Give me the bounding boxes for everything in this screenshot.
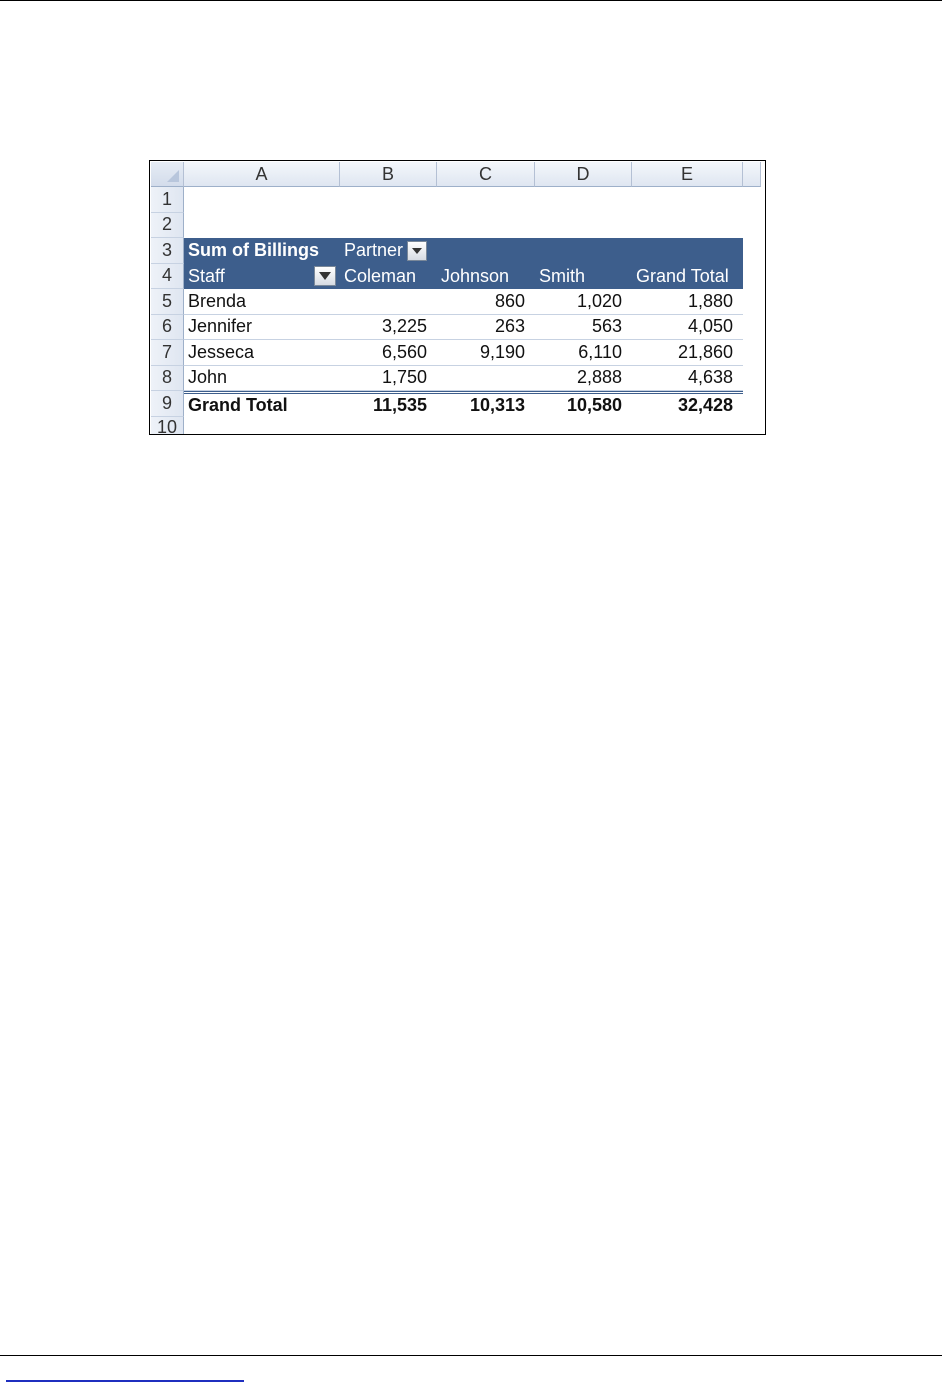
spreadsheet-grid: [151, 162, 761, 435]
column-header-c[interactable]: C: [437, 162, 535, 187]
empty-cell[interactable]: [743, 264, 761, 290]
grand-total-value[interactable]: 10,580: [535, 391, 632, 417]
pivot-data-field-label[interactable]: Sum of Billings: [184, 238, 340, 264]
pivot-column-header[interactable]: Grand Total: [632, 264, 743, 290]
empty-cell[interactable]: [743, 289, 761, 315]
pivot-value-cell[interactable]: 2,888: [535, 366, 632, 392]
footer-link-underline[interactable]: [6, 1380, 244, 1382]
grand-total-value[interactable]: 32,428: [632, 391, 743, 417]
pivot-value-cell[interactable]: 9,190: [437, 340, 535, 366]
empty-cell[interactable]: [743, 366, 761, 392]
pivot-value-cell[interactable]: 3,225: [340, 315, 437, 341]
row-header-2[interactable]: 2: [151, 213, 184, 239]
row-field-filter-button[interactable]: [314, 266, 336, 286]
pivot-value-cell[interactable]: [340, 289, 437, 315]
pivot-value-cell[interactable]: 1,880: [632, 289, 743, 315]
pivot-value-cell[interactable]: 1,020: [535, 289, 632, 315]
chevron-down-icon: [412, 248, 422, 254]
pivot-value-cell[interactable]: 1,750: [340, 366, 437, 392]
row-header-1[interactable]: 1: [151, 187, 184, 213]
empty-cell[interactable]: [743, 391, 761, 417]
column-header-a[interactable]: A: [184, 162, 340, 187]
column-field-label: Partner: [344, 240, 404, 261]
empty-cell[interactable]: [743, 340, 761, 366]
pivot-column-header[interactable]: Smith: [535, 264, 632, 290]
grand-total-value[interactable]: 10,313: [437, 391, 535, 417]
row-header-8[interactable]: 8: [151, 366, 184, 392]
pivot-value-cell[interactable]: [437, 366, 535, 392]
column-header-e[interactable]: E: [632, 162, 743, 187]
row-header-10[interactable]: 10: [151, 417, 184, 436]
spreadsheet-screenshot: [149, 160, 766, 435]
empty-row[interactable]: [184, 213, 761, 239]
pivot-column-header[interactable]: Johnson: [437, 264, 535, 290]
pivot-header-fill: [437, 238, 743, 264]
row-header-4[interactable]: 4: [151, 264, 184, 290]
select-all-corner[interactable]: [151, 162, 184, 187]
column-header-f[interactable]: [743, 162, 761, 187]
column-field-dropdown-button[interactable]: [407, 241, 427, 261]
empty-cell[interactable]: [743, 238, 761, 264]
row-header-7[interactable]: 7: [151, 340, 184, 366]
top-rule: [0, 0, 942, 1]
pivot-column-field[interactable]: [340, 238, 437, 264]
pivot-row-label[interactable]: Jesseca: [184, 340, 340, 366]
empty-row[interactable]: [184, 187, 761, 213]
row-header-9[interactable]: 9: [151, 391, 184, 417]
pivot-row-field[interactable]: [184, 264, 340, 290]
row-field-label: Staff: [188, 265, 225, 286]
pivot-value-cell[interactable]: 4,050: [632, 315, 743, 341]
row-header-5[interactable]: 5: [151, 289, 184, 315]
empty-row[interactable]: [184, 417, 761, 436]
pivot-column-header[interactable]: Coleman: [340, 264, 437, 290]
pivot-row-label[interactable]: John: [184, 366, 340, 392]
row-header-3[interactable]: 3: [151, 238, 184, 264]
pivot-value-cell[interactable]: 860: [437, 289, 535, 315]
empty-cell[interactable]: [743, 315, 761, 341]
pivot-value-cell[interactable]: 563: [535, 315, 632, 341]
grand-total-value[interactable]: 11,535: [340, 391, 437, 417]
column-header-d[interactable]: D: [535, 162, 632, 187]
pivot-value-cell[interactable]: 4,638: [632, 366, 743, 392]
footer-rule: [0, 1355, 942, 1356]
filter-icon: [319, 272, 331, 280]
pivot-value-cell[interactable]: 21,860: [632, 340, 743, 366]
pivot-value-cell[interactable]: 263: [437, 315, 535, 341]
pivot-value-cell[interactable]: 6,560: [340, 340, 437, 366]
row-header-6[interactable]: 6: [151, 315, 184, 341]
pivot-row-label[interactable]: Brenda: [184, 289, 340, 315]
column-header-b[interactable]: B: [340, 162, 437, 187]
grand-total-label[interactable]: Grand Total: [184, 391, 340, 417]
pivot-row-label[interactable]: Jennifer: [184, 315, 340, 341]
pivot-value-cell[interactable]: 6,110: [535, 340, 632, 366]
